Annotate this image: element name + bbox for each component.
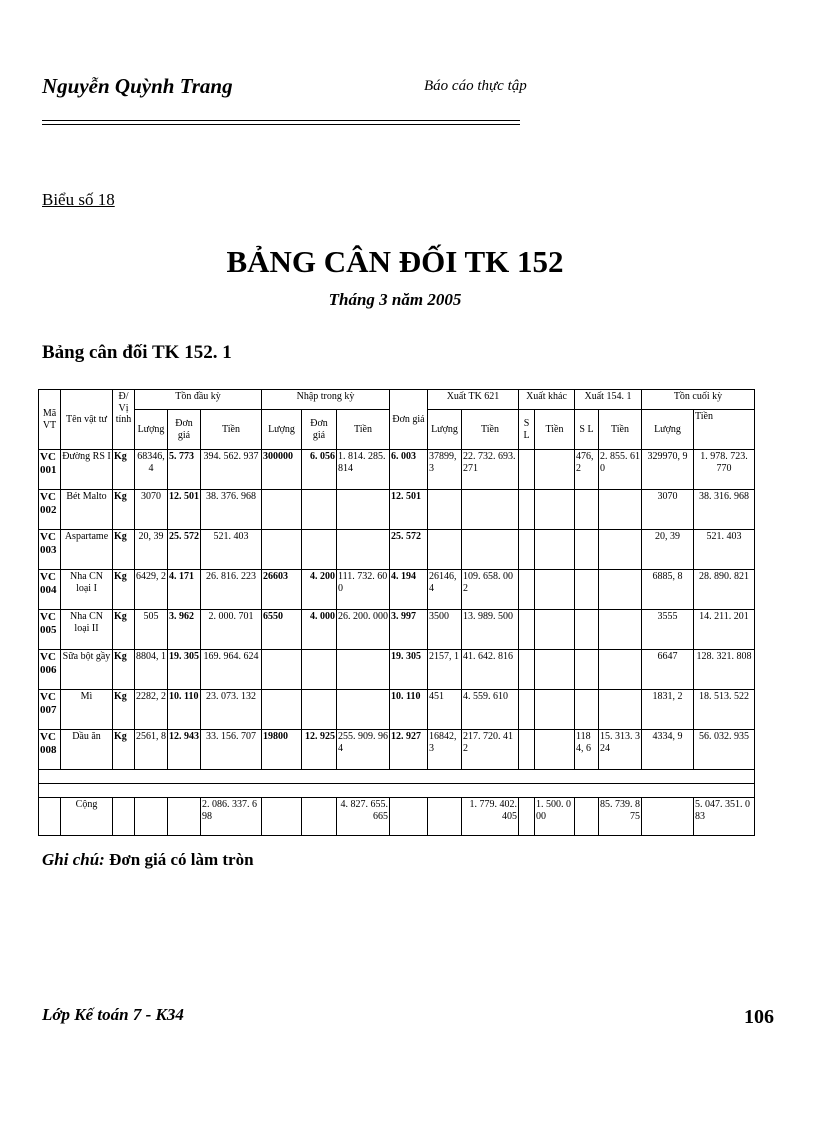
cell-close-qty: 3555 [642, 610, 694, 650]
cell-o154-amt [599, 690, 642, 730]
col-unitprice-header: Đơn giá [390, 390, 428, 450]
cell-in-qty: 26603 [262, 570, 302, 610]
author-name: Nguyễn Quỳnh Trang [42, 74, 233, 98]
cell-oth-amt [535, 570, 575, 610]
cell-oth-sl [519, 650, 535, 690]
sub-amount: Tiền [201, 410, 262, 450]
col-name-header: Tên vật tư [61, 390, 113, 450]
table-row [39, 690, 755, 730]
cell-o154-sl [575, 570, 599, 610]
cell-oth-sl [519, 570, 535, 610]
cell-open-amt: 169. 964. 624 [201, 650, 262, 690]
cell-unit-price: 12. 927 [390, 730, 428, 770]
cell-o154-sl [575, 490, 599, 530]
cell-code: VC 002 [39, 490, 61, 530]
cell-open-qty: 2282, 2 [135, 690, 168, 730]
cell-o621-qty [428, 490, 462, 530]
header-rule-top [42, 120, 520, 121]
section-title: Bảng cân đối TK 152. 1 [42, 342, 232, 363]
cell-o154-amt: 15. 313. 324 [599, 730, 642, 770]
cell-in-qty [262, 690, 302, 730]
cell-unit-price: 4. 194 [390, 570, 428, 610]
cell-o621-amt: 13. 989. 500 [462, 610, 519, 650]
cell-in-qty: 300000 [262, 450, 302, 490]
cell-close-amt: 18. 513. 522 [694, 690, 755, 730]
cell-code: VC 003 [39, 530, 61, 570]
cell-name: Bét Malto [61, 490, 113, 530]
cell-o621-amt [462, 530, 519, 570]
cell-o621-qty: 16842, 3 [428, 730, 462, 770]
cell-in-qty [262, 490, 302, 530]
cell-o154-amt [599, 570, 642, 610]
cell-open-amt: 26. 816. 223 [201, 570, 262, 610]
cell-code: VC 004 [39, 570, 61, 610]
cell-in-amt [337, 690, 390, 730]
cell-o621-qty: 26146, 4 [428, 570, 462, 610]
sub-qty: Lượng [135, 410, 168, 450]
blank-row [39, 784, 755, 798]
table-row [39, 730, 755, 770]
cell-in-amt: 26. 200. 000 [337, 610, 390, 650]
col-opening-header: Tồn đầu kỳ [135, 390, 262, 410]
cell-o621-amt: 217. 720. 412 [462, 730, 519, 770]
cell-open-amt: 394. 562. 937 [201, 450, 262, 490]
col-outother-header: Xuất khác [519, 390, 575, 410]
cell-unit-price: 3. 997 [390, 610, 428, 650]
cell-o621-qty: 451 [428, 690, 462, 730]
cell-o621-qty [428, 530, 462, 570]
cell-in-amt [337, 490, 390, 530]
cell-in-amt [337, 650, 390, 690]
cell-close-qty: 20, 39 [642, 530, 694, 570]
sub-qty: Lượng [642, 410, 694, 450]
cell-open-qty: 68346, 4 [135, 450, 168, 490]
cell-open-price: 5. 773 [168, 450, 201, 490]
cell-open-price: 12. 943 [168, 730, 201, 770]
cell-in-amt: 255. 909. 964 [337, 730, 390, 770]
page-subtitle: Tháng 3 năm 2005 [328, 290, 462, 309]
cell-o154-amt [599, 490, 642, 530]
cell-o154-amt [599, 650, 642, 690]
sub-price: Đơn giá [168, 410, 201, 450]
cell-open-qty: 20, 39 [135, 530, 168, 570]
cell-name: Dầu ăn [61, 730, 113, 770]
cell-close-qty: 6647 [642, 650, 694, 690]
col-out154-header: Xuất 154. 1 [575, 390, 642, 410]
cell-code: VC 008 [39, 730, 61, 770]
table-row [39, 570, 755, 610]
cell-code: VC 007 [39, 690, 61, 730]
cell-oth-sl [519, 690, 535, 730]
cell-open-price: 3. 962 [168, 610, 201, 650]
cell-o621-qty: 3500 [428, 610, 462, 650]
sub-sl: S L [519, 410, 535, 450]
cell-unit-price: 12. 501 [390, 490, 428, 530]
cell-oth-amt [535, 450, 575, 490]
cell-in-qty [262, 650, 302, 690]
cell-open-price: 19. 305 [168, 650, 201, 690]
cell-o621-amt: 22. 732. 693. 271 [462, 450, 519, 490]
cell-open-price: 10. 110 [168, 690, 201, 730]
cell-open-amt: 521. 403 [201, 530, 262, 570]
cell-unit-price: 10. 110 [390, 690, 428, 730]
cell-in-amt: 1. 814. 285. 814 [337, 450, 390, 490]
page-number: 106 [744, 1006, 774, 1028]
cell-unit: Kg [113, 530, 135, 570]
cell-unit: Kg [113, 650, 135, 690]
cell-in-qty: 6550 [262, 610, 302, 650]
blank-row [39, 770, 755, 784]
cell-in-price: 12. 925 [302, 730, 337, 770]
sub-amount: Tiền [694, 410, 755, 450]
col-out621-header: Xuất TK 621 [428, 390, 519, 410]
cell-open-qty: 505 [135, 610, 168, 650]
table-row [39, 610, 755, 650]
cell-in-price [302, 650, 337, 690]
cell-o621-amt [462, 490, 519, 530]
cell-in-amt [337, 530, 390, 570]
cell-close-amt: 1. 978. 723. 770 [694, 450, 755, 490]
cell-o621-amt: 109. 658. 002 [462, 570, 519, 610]
table-body [39, 450, 755, 770]
total-label: Cộng [61, 798, 113, 836]
cell-name: Nha CN loại II [61, 610, 113, 650]
cell-open-amt: 33. 156. 707 [201, 730, 262, 770]
total-row [39, 798, 755, 836]
col-closing-header: Tồn cuối kỳ [642, 390, 755, 410]
cell-unit: Kg [113, 730, 135, 770]
header-rule-bottom [42, 124, 520, 125]
cell-oth-sl [519, 490, 535, 530]
cell-unit: Kg [113, 490, 135, 530]
cell-unit-price: 6. 003 [390, 450, 428, 490]
cell-oth-sl [519, 610, 535, 650]
cell-close-amt: 56. 032. 935 [694, 730, 755, 770]
page-title: BẢNG CÂN ĐỐI TK 152 [226, 244, 564, 279]
table-row [39, 490, 755, 530]
total-in-amt: 4. 827. 655. 665 [337, 798, 390, 836]
total-close-amt: 5. 047. 351. 083 [694, 798, 755, 836]
cell-oth-sl [519, 530, 535, 570]
cell-close-amt: 521. 403 [694, 530, 755, 570]
sub-sl: S L [575, 410, 599, 450]
cell-close-qty: 6885, 8 [642, 570, 694, 610]
cell-oth-amt [535, 690, 575, 730]
cell-o154-sl [575, 650, 599, 690]
cell-close-qty: 4334, 9 [642, 730, 694, 770]
cell-o621-qty: 37899, 3 [428, 450, 462, 490]
cell-unit: Kg [113, 610, 135, 650]
table-row [39, 650, 755, 690]
cell-open-amt: 2. 000. 701 [201, 610, 262, 650]
cell-o621-amt: 4. 559. 610 [462, 690, 519, 730]
cell-name: Đường RS I [61, 450, 113, 490]
cell-in-qty [262, 530, 302, 570]
footer-class-name: Lớp Kế toán 7 - K34 [42, 1005, 184, 1024]
cell-oth-sl [519, 730, 535, 770]
cell-o154-amt [599, 530, 642, 570]
cell-close-qty: 3070 [642, 490, 694, 530]
sub-amount: Tiền [535, 410, 575, 450]
cell-o621-qty: 2157, 1 [428, 650, 462, 690]
cell-name: Sữa bột gầy [61, 650, 113, 690]
table-row [39, 530, 755, 570]
cell-open-price: 12. 501 [168, 490, 201, 530]
table-header-row [39, 390, 755, 410]
cell-o154-sl [575, 690, 599, 730]
cell-o621-amt: 41. 642. 816 [462, 650, 519, 690]
cell-open-amt: 38. 376. 968 [201, 490, 262, 530]
cell-close-amt: 28. 890. 821 [694, 570, 755, 610]
sub-price: Đơn giá [302, 410, 337, 450]
cell-open-qty: 3070 [135, 490, 168, 530]
sub-amount: Tiền [599, 410, 642, 450]
table-row [39, 450, 755, 490]
cell-in-price [302, 530, 337, 570]
cell-unit: Kg [113, 570, 135, 610]
cell-in-price: 4. 200 [302, 570, 337, 610]
cell-o154-sl [575, 530, 599, 570]
sub-amount: Tiền [462, 410, 519, 450]
total-oth-amt: 1. 500. 000 [535, 798, 575, 836]
cell-open-amt: 23. 073. 132 [201, 690, 262, 730]
cell-oth-amt [535, 490, 575, 530]
cell-in-amt: 111. 732. 600 [337, 570, 390, 610]
cell-oth-amt [535, 650, 575, 690]
cell-oth-amt [535, 530, 575, 570]
sub-qty: Lượng [262, 410, 302, 450]
cell-unit-price: 19. 305 [390, 650, 428, 690]
cell-code: VC 005 [39, 610, 61, 650]
cell-o154-amt: 2. 855. 610 [599, 450, 642, 490]
cell-o154-amt [599, 610, 642, 650]
total-o621-amt: 1. 779. 402. 405 [462, 798, 519, 836]
sub-amount: Tiền [337, 410, 390, 450]
footnote-label: Ghi chú: [42, 850, 105, 869]
cell-in-price: 4. 000 [302, 610, 337, 650]
cell-o154-sl [575, 610, 599, 650]
report-type: Báo cáo thực tập [424, 78, 527, 94]
cell-o154-sl: 476, 2 [575, 450, 599, 490]
cell-open-price: 4. 171 [168, 570, 201, 610]
cell-in-price [302, 490, 337, 530]
cell-unit-price: 25. 572 [390, 530, 428, 570]
cell-open-qty: 2561, 8 [135, 730, 168, 770]
cell-name: Nha CN loại I [61, 570, 113, 610]
cell-close-qty: 1831, 2 [642, 690, 694, 730]
col-unit-header: Đ/ Vị tính [113, 390, 135, 450]
cell-close-qty: 329970, 9 [642, 450, 694, 490]
cell-code: VC 001 [39, 450, 61, 490]
cell-open-price: 25. 572 [168, 530, 201, 570]
cell-close-amt: 14. 211. 201 [694, 610, 755, 650]
total-open-amt: 2. 086. 337. 698 [201, 798, 262, 836]
cell-oth-sl [519, 450, 535, 490]
cell-close-amt: 128. 321. 808 [694, 650, 755, 690]
cell-unit: Kg [113, 450, 135, 490]
sub-qty: Lượng [428, 410, 462, 450]
cell-close-amt: 38. 316. 968 [694, 490, 755, 530]
total-o154-amt: 85. 739. 875 [599, 798, 642, 836]
cell-oth-amt [535, 730, 575, 770]
cell-in-price: 6. 056 [302, 450, 337, 490]
footnote [42, 850, 254, 870]
col-code-header: Mã VT [39, 390, 61, 450]
cell-name: Mì [61, 690, 113, 730]
cell-o154-sl: 1184, 6 [575, 730, 599, 770]
footnote-text: Đơn giá có làm tròn [109, 850, 254, 869]
cell-code: VC 006 [39, 650, 61, 690]
cell-open-qty: 6429, 2 [135, 570, 168, 610]
cell-open-qty: 8804, 1 [135, 650, 168, 690]
col-inflow-header: Nhập trong kỳ [262, 390, 390, 410]
balance-table [38, 389, 755, 836]
cell-name: Aspartame [61, 530, 113, 570]
cell-in-qty: 19800 [262, 730, 302, 770]
cell-oth-amt [535, 610, 575, 650]
form-number: Biểu số 18 [42, 190, 115, 209]
cell-unit: Kg [113, 690, 135, 730]
cell-in-price [302, 690, 337, 730]
